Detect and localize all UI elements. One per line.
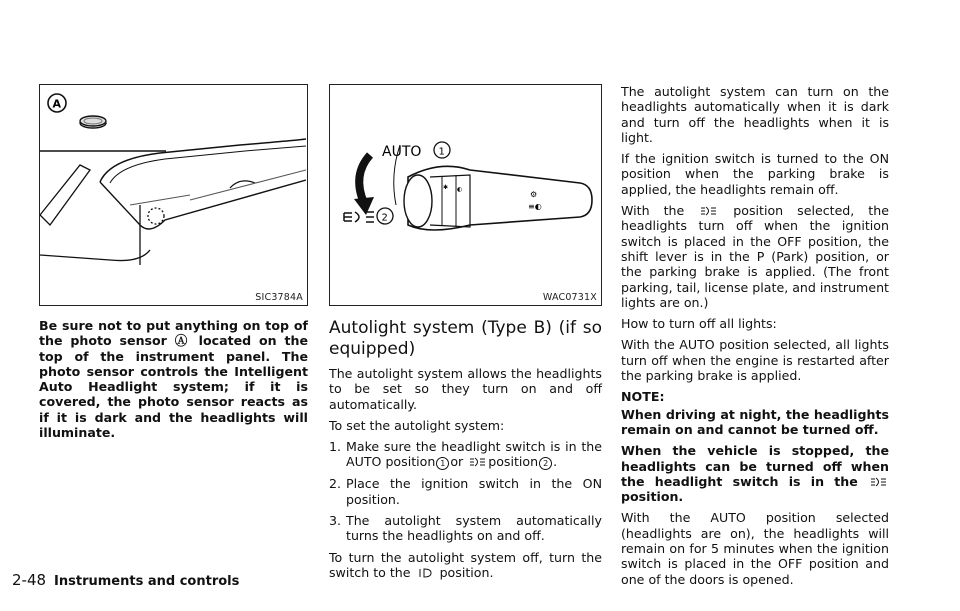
note-2: When the vehicle is stopped, the headlights can be turned off when the headlight switch is in the position. [621,443,889,505]
page-footer [12,571,239,589]
svg-text:≡◐: ≡◐ [528,202,542,211]
step-3: 3. The autolight system automatically turns the headlights on and off. [329,513,602,544]
step-2: 2. Place the ignition switch in the ON position. [329,476,602,507]
callout-1-icon: 1 [436,457,449,470]
turn-off-instruction: To turn the autolight system off, turn the switch to the position. [329,549,602,580]
photo-sensor-warning: Be sure not to put anything on top of the photo sensor Ⓐ located on the top of the instrument panel. The photo sensor controls the Intelligent Auto Headlight system; if it is covered, the photo sensor reacts as if it is dark and the headlights will illuminate. [39,318,308,441]
photo-sensor-figure [39,84,308,306]
column-1 [39,318,308,446]
headlight-switch-figure [329,84,602,306]
section-heading: Autolight system (Type B) (if so equipped) [329,318,602,359]
figure-code: WAC0731X [542,292,597,303]
paragraph-6: With the AUTO position selected (headlights are on), the headlights will remain on for 5 minutes when the ignition switch is placed in the OFF position and one of the doors is opened. [621,510,889,587]
page-number: 2-48 [12,571,47,589]
column-3 [621,84,889,593]
photo-sensor-illustration [40,85,306,304]
setup-label: To set the autolight system: [329,417,505,433]
callout-2-icon: 2 [539,457,552,470]
svg-text:✱: ✱ [443,184,449,191]
paragraph-4: How to turn off all lights: [621,316,777,332]
headlight-switch-illustration [330,85,600,304]
figure-code: SIC3784A [255,292,303,303]
svg-text:◐: ◐ [457,186,463,193]
callout-2-text: 2 [381,212,388,224]
svg-text:⚙: ⚙ [530,190,538,199]
step-1: 1. Make sure the headlight switch is in the AUTO position 1 or position 2 . [329,439,602,470]
headlight-symbol-icon [344,212,374,222]
callout-1-text: 1 [438,146,445,158]
off-switch-icon [417,568,434,578]
callout-a-text: A [52,97,62,111]
headlight-icon [700,206,717,216]
intro-paragraph: The autolight system allows the headlights to be set so they turn on and off automatically. [329,366,602,412]
paragraph-5: With the AUTO position selected, all lights turn off when the engine is restarted after the parking brake is applied. [621,337,889,384]
note-label: NOTE: [621,389,665,405]
paragraph-1: The autolight system can turn on the headlights automatically when it is dark and turn off the headlights when it is light. [621,84,889,145]
headlight-icon [469,457,486,467]
paragraph-2: If the ignition switch is turned to the ON position when the parking brake is applied, the headlights remain off. [621,151,889,197]
paragraph-3: With the position selected, the headlights turn off when the ignition switch is placed in the OFF position, the shift lever is in the P (Park) position, or the parking brake is applied. (The front parking, tail, license plate, and instrument lights are on.) [621,203,889,310]
column-2 [329,318,602,586]
headlight-icon [870,477,887,487]
note-1: When driving at night, the headlights remain on and cannot be turned off. [621,406,889,437]
section-name: Instruments and controls [54,574,240,589]
auto-label: AUTO [382,144,422,160]
